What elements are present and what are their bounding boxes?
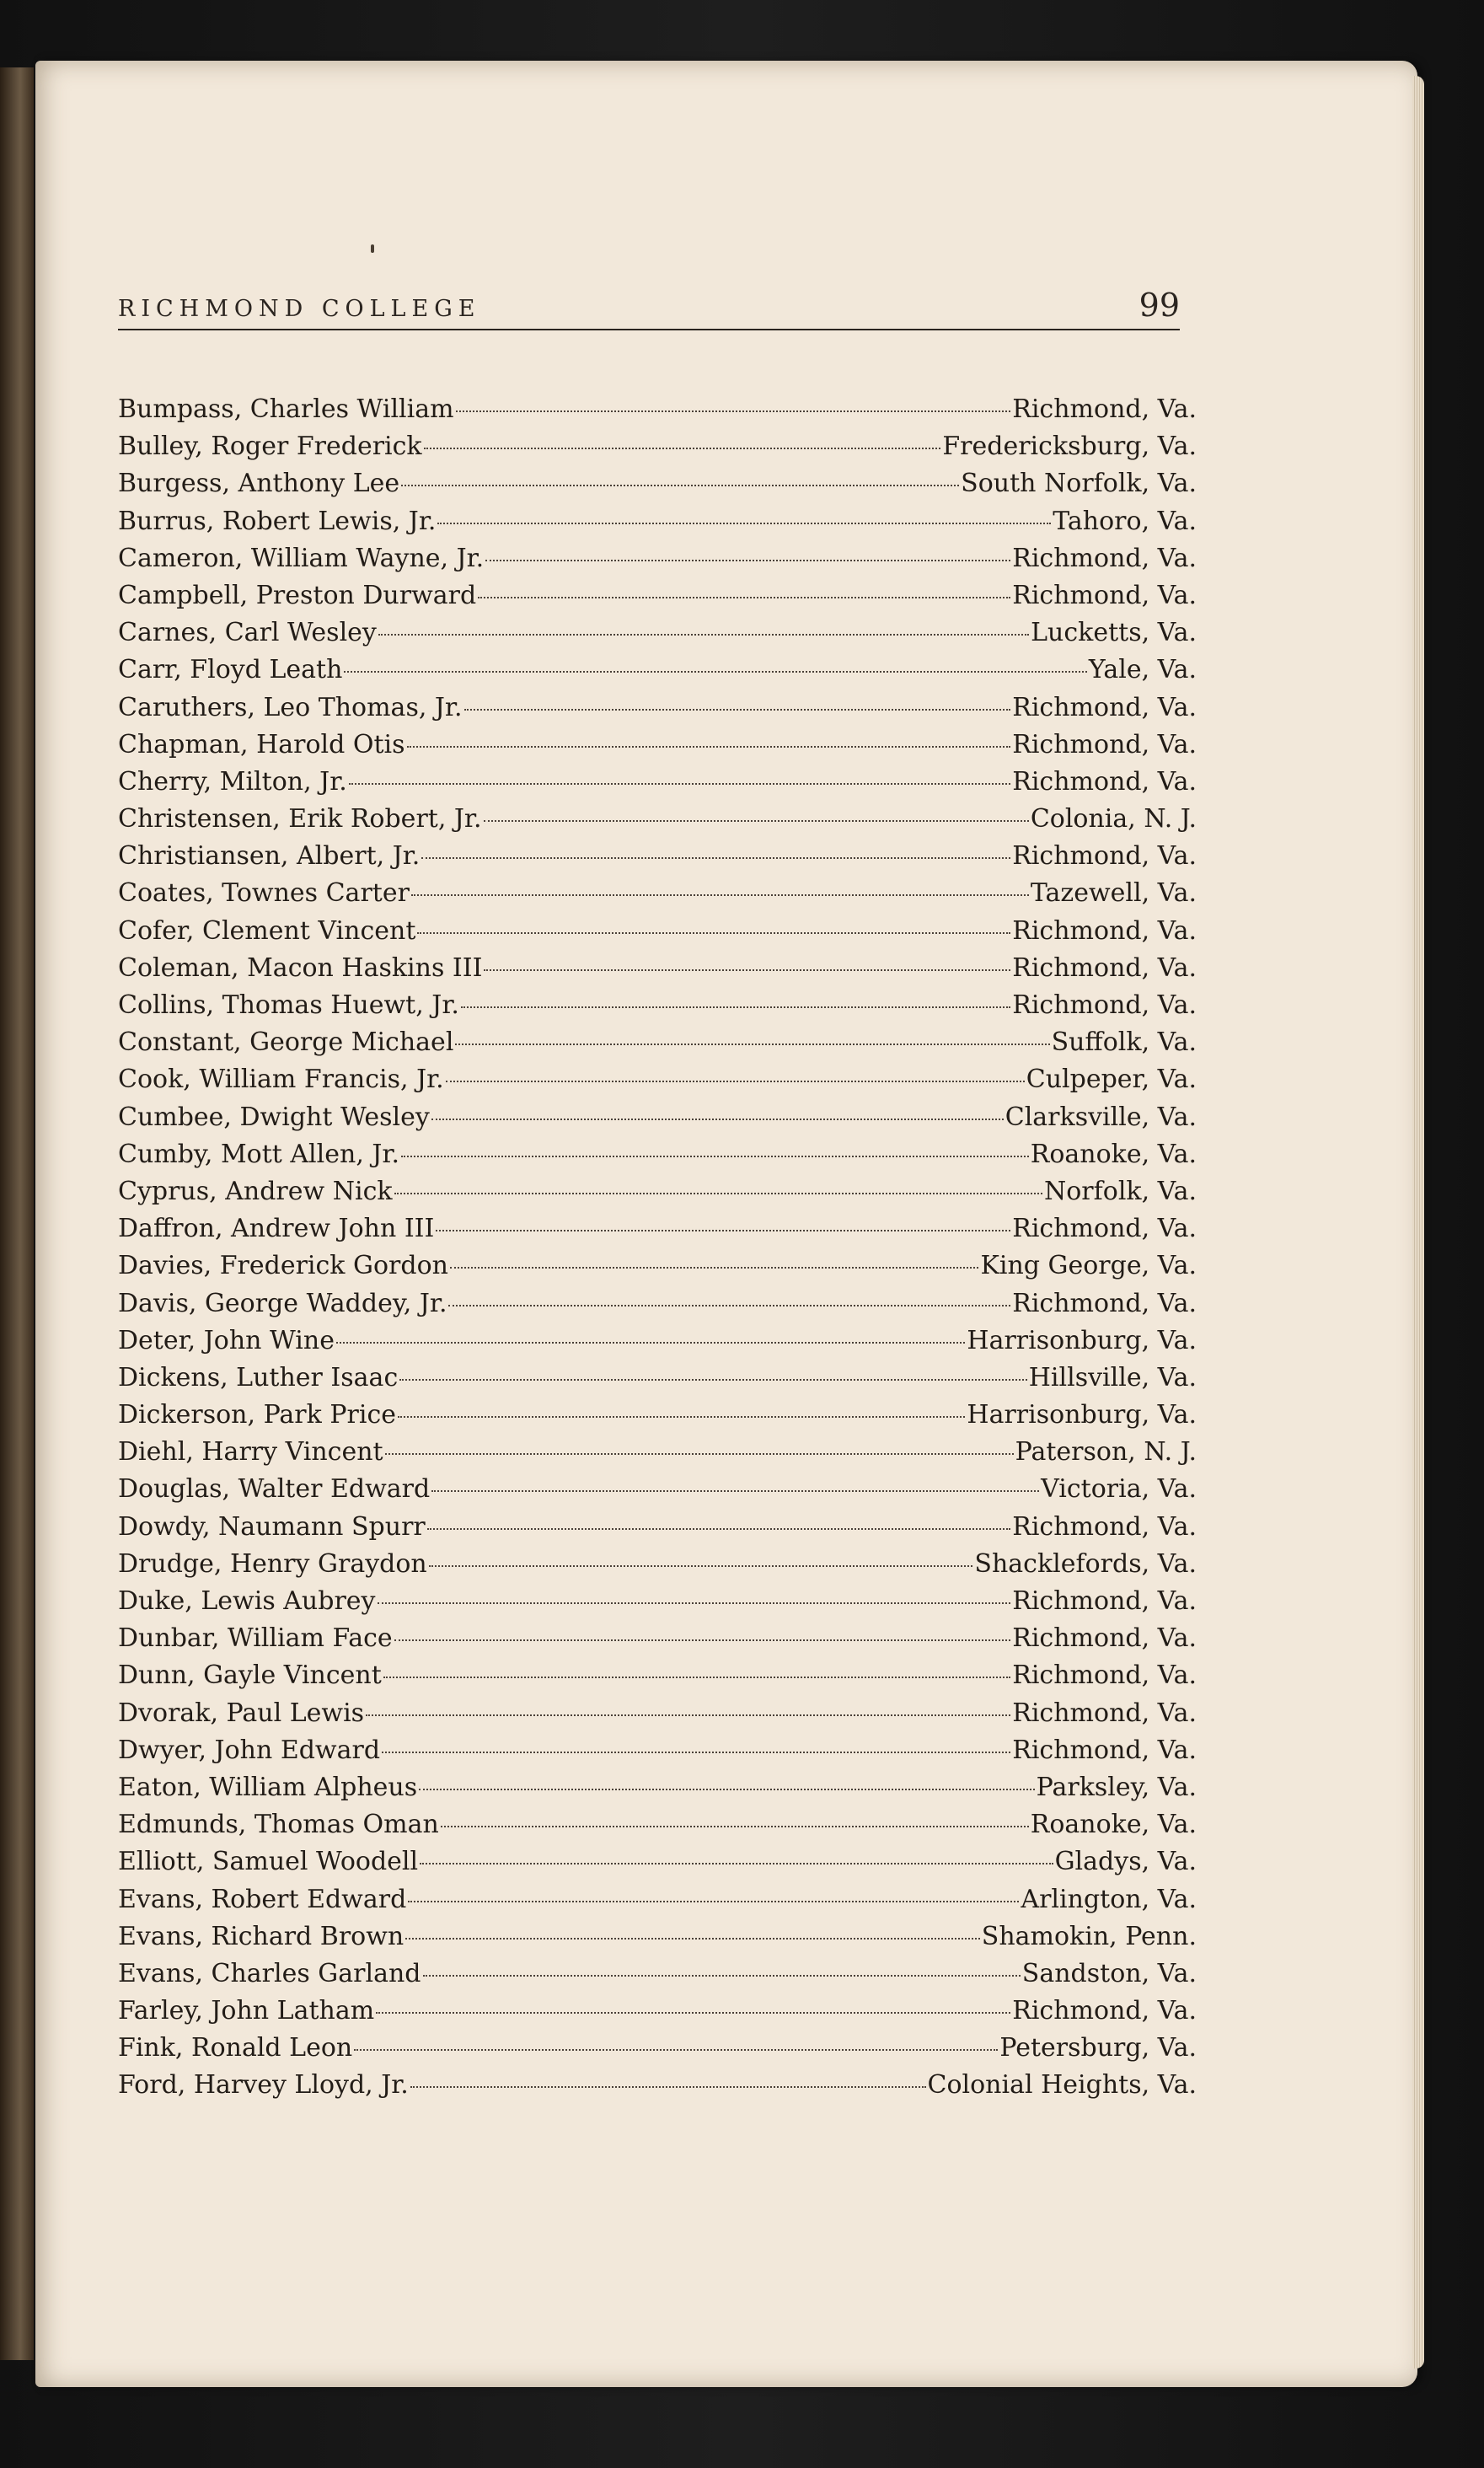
hometown: Richmond, Va. bbox=[1012, 692, 1197, 722]
dot-leader bbox=[382, 1752, 1010, 1753]
dot-leader bbox=[376, 2012, 1010, 2014]
dot-leader bbox=[419, 1789, 1035, 1790]
list-item bbox=[118, 507, 1197, 544]
student-name: Cherry, Milton, Jr. bbox=[118, 766, 347, 797]
list-item bbox=[118, 1289, 1197, 1326]
hometown: Colonial Heights, Va. bbox=[927, 2070, 1197, 2100]
dot-leader bbox=[410, 2086, 926, 2088]
dot-leader bbox=[401, 485, 959, 486]
student-name: Davis, George Waddey, Jr. bbox=[118, 1288, 447, 1318]
list-item bbox=[118, 1512, 1197, 1549]
hometown: Yale, Va. bbox=[1088, 655, 1197, 685]
student-name: Fink, Ronald Leon bbox=[118, 2033, 353, 2063]
hometown: South Norfolk, Va. bbox=[961, 469, 1197, 499]
list-item bbox=[118, 1326, 1197, 1363]
left-page-edge bbox=[0, 67, 34, 2360]
hometown: Hillsville, Va. bbox=[1028, 1362, 1197, 1392]
hometown: Petersburg, Va. bbox=[999, 2033, 1197, 2063]
list-item bbox=[118, 1177, 1197, 1214]
list-item bbox=[118, 804, 1197, 841]
page-header bbox=[118, 287, 1180, 330]
hometown: Lucketts, Va. bbox=[1031, 618, 1197, 648]
list-item bbox=[118, 2033, 1197, 2070]
student-name: Cumbee, Dwight Wesley bbox=[118, 1102, 430, 1132]
hometown: Richmond, Va. bbox=[1012, 729, 1197, 759]
hometown: Parksley, Va. bbox=[1036, 1772, 1197, 1802]
student-name: Elliott, Samuel Woodell bbox=[118, 1847, 419, 1877]
hometown: Suffolk, Va. bbox=[1051, 1027, 1197, 1058]
dot-leader bbox=[437, 523, 1051, 524]
student-name: Davies, Frederick Gordon bbox=[118, 1251, 448, 1281]
list-item bbox=[118, 767, 1197, 804]
list-item bbox=[118, 1773, 1197, 1810]
student-name: Dvorak, Paul Lewis bbox=[118, 1698, 365, 1728]
dot-leader bbox=[436, 1230, 1010, 1231]
student-name: Carr, Floyd Leath bbox=[118, 655, 343, 685]
student-name: Bumpass, Charles William bbox=[118, 394, 454, 424]
list-item bbox=[118, 1140, 1197, 1177]
dot-leader bbox=[431, 1119, 1004, 1120]
student-name: Evans, Richard Brown bbox=[118, 1921, 404, 1951]
student-name: Farley, John Latham bbox=[118, 1996, 375, 2026]
dot-leader bbox=[441, 1826, 1029, 1827]
hometown: Gladys, Va. bbox=[1054, 1847, 1197, 1877]
dot-leader bbox=[455, 1044, 1049, 1045]
hometown: Richmond, Va. bbox=[1012, 1511, 1197, 1542]
student-name: Cameron, William Wayne, Jr. bbox=[118, 543, 485, 573]
student-name: Deter, John Wine bbox=[118, 1325, 335, 1355]
list-item bbox=[118, 916, 1197, 953]
list-item bbox=[118, 1847, 1197, 1884]
hometown: Richmond, Va. bbox=[1012, 1698, 1197, 1728]
dot-leader bbox=[378, 1602, 1011, 1604]
student-name: Coleman, Macon Haskins III bbox=[118, 952, 483, 983]
student-name: Daffron, Andrew John III bbox=[118, 1214, 435, 1244]
student-name: Caruthers, Leo Thomas, Jr. bbox=[118, 692, 463, 722]
hometown: Richmond, Va. bbox=[1012, 543, 1197, 573]
student-name: Cumby, Mott Allen, Jr. bbox=[118, 1139, 399, 1169]
student-name: Evans, Robert Edward bbox=[118, 1884, 407, 1914]
student-name: Diehl, Harry Vincent bbox=[118, 1437, 383, 1467]
list-item bbox=[118, 655, 1197, 692]
dot-leader bbox=[408, 1901, 1019, 1902]
dot-leader bbox=[349, 783, 1010, 785]
dot-leader bbox=[429, 1565, 973, 1567]
dot-leader bbox=[399, 1379, 1027, 1381]
dot-leader bbox=[354, 2049, 998, 2051]
dot-leader bbox=[446, 1081, 1025, 1082]
hometown: Tahoro, Va. bbox=[1053, 506, 1197, 536]
list-item bbox=[118, 1661, 1197, 1698]
dot-leader bbox=[484, 969, 1010, 971]
dot-leader bbox=[407, 746, 1011, 748]
list-item bbox=[118, 953, 1197, 990]
hometown: Richmond, Va. bbox=[1012, 1661, 1197, 1691]
dot-leader bbox=[398, 1416, 965, 1418]
dot-leader bbox=[405, 1938, 980, 1940]
hometown: Sandston, Va. bbox=[1021, 1958, 1197, 1988]
list-item bbox=[118, 693, 1197, 730]
list-item bbox=[118, 1400, 1197, 1437]
hometown: Arlington, Va. bbox=[1021, 1884, 1197, 1914]
student-name: Christensen, Erik Robert, Jr. bbox=[118, 804, 482, 834]
dot-leader bbox=[344, 671, 1086, 673]
dot-leader bbox=[424, 448, 941, 449]
dot-leader bbox=[336, 1342, 965, 1344]
list-item bbox=[118, 1959, 1197, 1996]
student-name: Dunbar, William Face bbox=[118, 1623, 393, 1654]
dot-leader bbox=[366, 1714, 1010, 1716]
hometown: King George, Va. bbox=[980, 1251, 1197, 1281]
student-name: Cyprus, Andrew Nick bbox=[118, 1176, 393, 1206]
hometown: Norfolk, Va. bbox=[1044, 1176, 1197, 1206]
page-number: 99 bbox=[1138, 287, 1180, 324]
list-item bbox=[118, 1996, 1197, 2033]
student-name: Christiansen, Albert, Jr. bbox=[118, 841, 421, 872]
student-name: Campbell, Preston Durward bbox=[118, 580, 477, 610]
hometown: Clarksville, Va. bbox=[1005, 1102, 1197, 1132]
list-item bbox=[118, 1437, 1197, 1474]
dot-leader bbox=[464, 709, 1011, 711]
dot-leader bbox=[427, 1528, 1010, 1530]
student-name: Douglas, Walter Edward bbox=[118, 1474, 431, 1505]
hometown: Richmond, Va. bbox=[1012, 1996, 1197, 2026]
list-item bbox=[118, 730, 1197, 767]
dot-leader bbox=[448, 1305, 1010, 1306]
dot-leader bbox=[421, 857, 1010, 859]
student-name: Carnes, Carl Wesley bbox=[118, 618, 377, 648]
running-head: RICHMOND COLLEGE bbox=[118, 296, 481, 322]
hometown: Richmond, Va. bbox=[1012, 1214, 1197, 1244]
dot-leader bbox=[420, 1863, 1053, 1864]
hometown: Richmond, Va. bbox=[1012, 766, 1197, 797]
dot-leader bbox=[461, 1006, 1010, 1008]
list-item bbox=[118, 1885, 1197, 1922]
hometown: Colonia, N. J. bbox=[1030, 804, 1197, 834]
student-name: Collins, Thomas Huewt, Jr. bbox=[118, 990, 459, 1020]
list-item bbox=[118, 1698, 1197, 1736]
list-item bbox=[118, 394, 1197, 432]
student-name: Duke, Lewis Aubrey bbox=[118, 1586, 376, 1616]
student-name: Chapman, Harold Otis bbox=[118, 729, 405, 759]
hometown: Paterson, N. J. bbox=[1015, 1437, 1197, 1467]
student-name: Dickens, Luther Isaac bbox=[118, 1362, 399, 1392]
dot-leader bbox=[423, 1975, 1021, 1977]
student-name: Edmunds, Thomas Oman bbox=[118, 1810, 439, 1840]
student-name: Eaton, William Alpheus bbox=[118, 1772, 418, 1802]
list-item bbox=[118, 1810, 1197, 1847]
list-item bbox=[118, 990, 1197, 1027]
hometown: Richmond, Va. bbox=[1012, 1288, 1197, 1318]
ink-speck bbox=[371, 244, 374, 253]
dot-leader bbox=[431, 1490, 1039, 1492]
hometown: Roanoke, Va. bbox=[1030, 1139, 1197, 1169]
hometown: Shacklefords, Va. bbox=[974, 1548, 1197, 1579]
list-item bbox=[118, 1474, 1197, 1511]
hometown: Richmond, Va. bbox=[1012, 841, 1197, 872]
page-stack-edge bbox=[1412, 76, 1424, 2369]
list-item bbox=[118, 469, 1197, 506]
hometown: Richmond, Va. bbox=[1012, 1623, 1197, 1654]
list-item bbox=[118, 1251, 1197, 1288]
student-name: Cofer, Clement Vincent bbox=[118, 915, 416, 946]
student-name: Ford, Harvey Lloyd, Jr. bbox=[118, 2070, 409, 2100]
hometown: Richmond, Va. bbox=[1012, 580, 1197, 610]
student-name: Burgess, Anthony Lee bbox=[118, 469, 400, 499]
dot-leader bbox=[478, 597, 1010, 598]
hometown: Harrisonburg, Va. bbox=[967, 1325, 1197, 1355]
student-name: Cook, William Francis, Jr. bbox=[118, 1065, 444, 1095]
hometown: Fredericksburg, Va. bbox=[942, 432, 1197, 462]
student-name: Burrus, Robert Lewis, Jr. bbox=[118, 506, 437, 536]
hometown: Harrisonburg, Va. bbox=[967, 1400, 1197, 1430]
student-name: Evans, Charles Garland bbox=[118, 1958, 421, 1988]
hometown: Tazewell, Va. bbox=[1030, 878, 1197, 909]
hometown: Richmond, Va. bbox=[1012, 394, 1197, 424]
list-item bbox=[118, 1214, 1197, 1251]
list-item bbox=[118, 1922, 1197, 1959]
list-item bbox=[118, 2070, 1197, 2107]
dot-leader bbox=[411, 894, 1029, 896]
hometown: Richmond, Va. bbox=[1012, 1586, 1197, 1616]
dot-leader bbox=[417, 932, 1010, 934]
list-item bbox=[118, 1027, 1197, 1065]
dot-leader bbox=[394, 1193, 1042, 1194]
hometown: Shamokin, Penn. bbox=[981, 1921, 1197, 1951]
list-item bbox=[118, 878, 1197, 915]
dot-leader bbox=[394, 1639, 1011, 1641]
dot-leader bbox=[401, 1156, 1029, 1157]
student-name: Coates, Townes Carter bbox=[118, 878, 410, 909]
list-item bbox=[118, 1549, 1197, 1586]
student-name: Bulley, Roger Frederick bbox=[118, 432, 422, 462]
hometown: Richmond, Va. bbox=[1012, 1735, 1197, 1765]
hometown: Culpeper, Va. bbox=[1026, 1065, 1197, 1095]
list-item bbox=[118, 1103, 1197, 1140]
list-item bbox=[118, 581, 1197, 618]
student-list bbox=[118, 394, 1197, 2108]
dot-leader bbox=[383, 1677, 1010, 1678]
hometown: Richmond, Va. bbox=[1012, 952, 1197, 983]
hometown: Richmond, Va. bbox=[1012, 990, 1197, 1020]
student-name: Drudge, Henry Graydon bbox=[118, 1548, 427, 1579]
student-name: Constant, George Michael bbox=[118, 1027, 454, 1058]
dot-leader bbox=[450, 1267, 978, 1269]
hometown: Richmond, Va. bbox=[1012, 915, 1197, 946]
student-name: Dwyer, John Edward bbox=[118, 1735, 381, 1765]
hometown: Victoria, Va. bbox=[1041, 1474, 1197, 1505]
list-item bbox=[118, 1736, 1197, 1773]
list-item bbox=[118, 841, 1197, 878]
dot-leader bbox=[484, 820, 1029, 822]
dot-leader bbox=[456, 410, 1011, 412]
list-item bbox=[118, 618, 1197, 655]
student-name: Dickerson, Park Price bbox=[118, 1400, 397, 1430]
list-item bbox=[118, 544, 1197, 581]
dot-leader bbox=[385, 1453, 1014, 1455]
student-name: Dunn, Gayle Vincent bbox=[118, 1661, 382, 1691]
dot-leader bbox=[378, 634, 1029, 636]
hometown: Roanoke, Va. bbox=[1030, 1810, 1197, 1840]
student-name: Dowdy, Naumann Spurr bbox=[118, 1511, 426, 1542]
list-item bbox=[118, 1586, 1197, 1623]
dot-leader bbox=[485, 560, 1010, 561]
list-item bbox=[118, 1623, 1197, 1661]
list-item bbox=[118, 1065, 1197, 1102]
list-item bbox=[118, 1363, 1197, 1400]
list-item bbox=[118, 432, 1197, 469]
